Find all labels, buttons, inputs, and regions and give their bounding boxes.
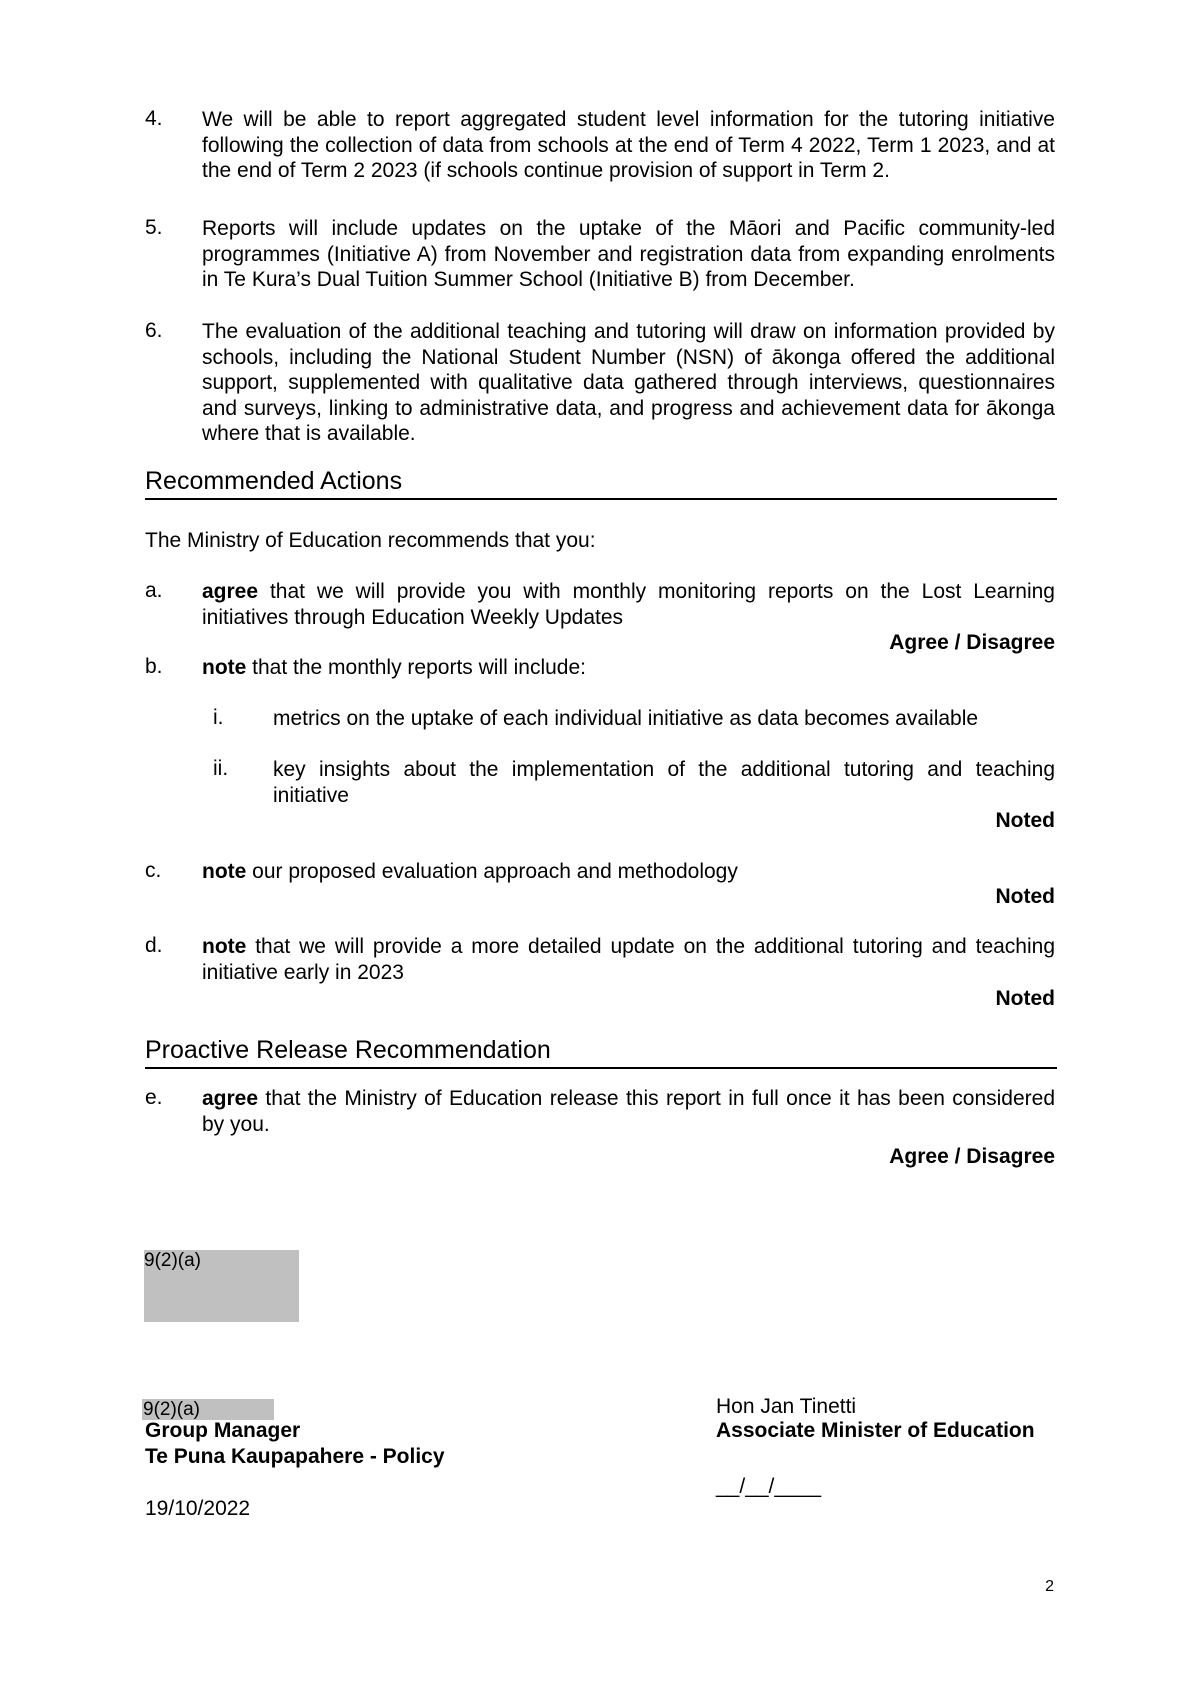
date-blank[interactable]: __/__/____ bbox=[716, 1475, 822, 1498]
redaction-code: 9(2)(a) bbox=[144, 1250, 202, 1271]
signatory-title: Group Manager bbox=[145, 1419, 301, 1442]
paragraph-text: The evaluation of the additional teaching and tutoring will draw on information provided by schools, including the National Student Number (NSN) of ākonga offered the additional support, supplemented with qualitative data gathered through interviews, questionnaires and surveys, linking to administrative data, and progress and achievement data for ākonga where that is available. bbox=[202, 320, 1055, 445]
item-letter: a. bbox=[145, 579, 163, 602]
response-noted[interactable]: Noted bbox=[995, 885, 1055, 908]
paragraph-6 bbox=[145, 319, 1055, 447]
minister-title: Associate Minister of Education bbox=[716, 1419, 1035, 1442]
item-letter: e. bbox=[145, 1086, 163, 1109]
paragraph-5 bbox=[145, 216, 1055, 293]
proactive-release-heading: Proactive Release Recommendation bbox=[145, 1035, 1057, 1069]
paragraph-4 bbox=[145, 107, 1055, 184]
recommended-actions-heading: Recommended Actions bbox=[145, 466, 1057, 500]
paragraph-number: 5. bbox=[145, 216, 163, 239]
sub-item-text: metrics on the uptake of each individual initiative as data becomes available bbox=[273, 707, 979, 730]
sub-item-text: key insights about the implementation of the additional tutoring and teaching initiative bbox=[273, 758, 1055, 807]
item-text: our proposed evaluation approach and methodology bbox=[246, 860, 738, 883]
sub-item-number: ii. bbox=[213, 757, 229, 780]
item-text: that we will provide a more detailed update on the additional tutoring and teaching initiative early in 2023 bbox=[202, 935, 1055, 984]
item-verb: note bbox=[202, 935, 247, 958]
page-number: 2 bbox=[1045, 1578, 1054, 1595]
item-text: that we will provide you with monthly monitoring reports on the Lost Learning initiatives through Education Weekly Updates bbox=[202, 580, 1055, 629]
response-agree-disagree[interactable]: Agree / Disagree bbox=[889, 1145, 1055, 1168]
item-text: that the monthly reports will include: bbox=[246, 656, 586, 679]
paragraph-text: Reports will include updates on the uptake of the Māori and Pacific community-led programmes (Initiative A) from November and registration data from expanding enrolments in Te Kura’s Dual Tuition Summer School (Initiative B) from December. bbox=[202, 217, 1055, 291]
response-noted[interactable]: Noted bbox=[995, 809, 1055, 832]
paragraph-number: 4. bbox=[145, 107, 163, 130]
recommendation-item-d bbox=[145, 934, 1055, 985]
item-verb: agree bbox=[202, 1087, 259, 1110]
minister-name: Hon Jan Tinetti bbox=[716, 1395, 857, 1418]
item-letter: d. bbox=[145, 934, 163, 957]
paragraph-number: 6. bbox=[145, 319, 163, 342]
paragraph-text: We will be able to report aggregated student level information for the tutoring initiative following the collection of data from schools at the end of Term 4 2022, Term 1 2023, and at the end of Term 2 2023 (if schools continue provision of support in Term 2. bbox=[202, 108, 1055, 182]
signatory-unit: Te Puna Kaupapahere - Policy bbox=[145, 1445, 445, 1468]
signature-date: 19/10/2022 bbox=[145, 1497, 251, 1520]
response-noted[interactable]: Noted bbox=[995, 987, 1055, 1010]
recommendation-item-c bbox=[145, 859, 1055, 885]
item-verb: agree bbox=[202, 580, 259, 603]
item-letter: c. bbox=[145, 859, 162, 882]
recommendation-item-e bbox=[145, 1086, 1055, 1137]
recommendation-item-a bbox=[145, 579, 1055, 630]
response-agree-disagree[interactable]: Agree / Disagree bbox=[889, 631, 1055, 654]
item-verb: note bbox=[202, 860, 247, 883]
sub-item-number: i. bbox=[213, 706, 224, 729]
redaction-code: 9(2)(a) bbox=[143, 1399, 201, 1420]
sub-item-ii bbox=[213, 757, 1055, 808]
item-verb: note bbox=[202, 656, 247, 679]
recommendation-item-b bbox=[145, 655, 1055, 681]
sub-item-i bbox=[213, 706, 1055, 732]
item-text: that the Ministry of Education release this report in full once it has been considered by you. bbox=[202, 1087, 1055, 1136]
recommendation-intro: The Ministry of Education recommends that you: bbox=[145, 529, 596, 552]
item-letter: b. bbox=[145, 655, 163, 678]
